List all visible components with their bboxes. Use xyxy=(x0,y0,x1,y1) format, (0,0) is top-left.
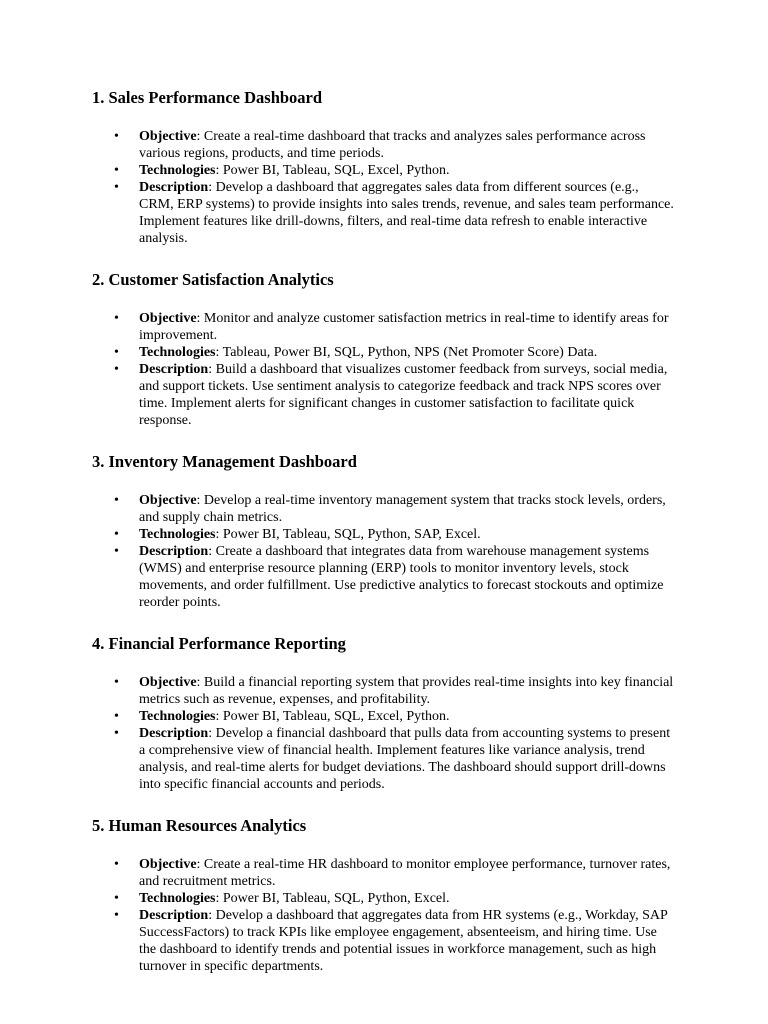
bullet-icon: • xyxy=(114,675,119,690)
section-inventory-management xyxy=(92,452,676,611)
item-text: : Develop a financial dashboard that pulls data from accounting systems to present a comprehensive view of financial health. Implement features like variance analysis, trend analysis, and real-time alerts for budget deviations. The dashboard should support drill-downs into specific financial accounts and periods. xyxy=(139,726,671,792)
item-label: Technologies xyxy=(139,345,216,360)
list-item xyxy=(92,907,676,975)
section-customer-satisfaction xyxy=(92,270,676,429)
item-text: : Monitor and analyze customer satisfaction metrics in real-time to identify areas for improvement. xyxy=(139,311,669,343)
bullet-icon: • xyxy=(114,163,119,178)
list-item xyxy=(92,526,676,543)
list-item xyxy=(92,361,676,429)
item-label: Technologies xyxy=(139,709,216,724)
item-label: Technologies xyxy=(139,891,216,906)
list-item xyxy=(92,162,676,179)
section-heading: 2. Customer Satisfaction Analytics xyxy=(92,270,334,289)
list-item xyxy=(92,890,676,907)
list-item xyxy=(92,128,676,162)
item-text: : Build a dashboard that visualizes customer feedback from surveys, social media, and support tickets. Use sentiment analysis to categorize feedback and track NPS scores over time. Implement alerts for significant changes in customer satisfaction to facilitate quick response. xyxy=(139,362,668,428)
section-heading: 4. Financial Performance Reporting xyxy=(92,634,346,653)
bullet-icon: • xyxy=(114,345,119,360)
list-item xyxy=(92,674,676,708)
bullet-icon: • xyxy=(114,726,119,741)
item-label: Objective xyxy=(139,675,197,690)
bullet-icon: • xyxy=(114,891,119,906)
bullet-list xyxy=(92,856,676,975)
bullet-icon: • xyxy=(114,129,119,144)
item-text: : Develop a real-time inventory management system that tracks stock levels, orders, and supply chain metrics. xyxy=(139,493,666,525)
item-label: Objective xyxy=(139,493,197,508)
item-label: Technologies xyxy=(139,163,216,178)
item-text: : Create a real-time HR dashboard to monitor employee performance, turnover rates, and recruitment metrics. xyxy=(139,857,671,889)
section-sales-performance xyxy=(92,88,676,247)
item-label: Description xyxy=(139,544,209,559)
bullet-icon: • xyxy=(114,544,119,559)
bullet-list xyxy=(92,674,676,793)
list-item xyxy=(92,725,676,793)
bullet-icon: • xyxy=(114,857,119,872)
bullet-icon: • xyxy=(114,709,119,724)
item-text: : Power BI, Tableau, SQL, Python, SAP, Excel. xyxy=(215,527,481,542)
bullet-icon: • xyxy=(114,908,119,923)
list-item xyxy=(92,310,676,344)
item-text: : Power BI, Tableau, SQL, Excel, Python. xyxy=(215,163,450,178)
item-label: Description xyxy=(139,362,209,377)
item-text: : Tableau, Power BI, SQL, Python, NPS (Net Promoter Score) Data. xyxy=(215,345,598,360)
item-text: : Power BI, Tableau, SQL, Python, Excel. xyxy=(215,891,450,906)
section-heading: 1. Sales Performance Dashboard xyxy=(92,88,323,107)
item-label: Objective xyxy=(139,857,197,872)
item-text: : Build a financial reporting system that provides real-time insights into key financial metrics such as revenue, expenses, and profitability. xyxy=(139,675,674,707)
item-label: Technologies xyxy=(139,527,216,542)
item-text: : Develop a dashboard that aggregates data from HR systems (e.g., Workday, SAP SuccessFactors) to track KPIs like employee engagement, absenteeism, and hiring time. Use the dashboard to identify trends and potential issues in workforce management, such as high turnover in specific departments. xyxy=(139,908,668,974)
list-item xyxy=(92,708,676,725)
bullet-icon: • xyxy=(114,180,119,195)
item-label: Objective xyxy=(139,129,197,144)
section-heading: 5. Human Resources Analytics xyxy=(92,816,307,835)
item-label: Description xyxy=(139,726,209,741)
item-label: Objective xyxy=(139,311,197,326)
item-text: : Create a dashboard that integrates data from warehouse management systems (WMS) and enterprise resource planning (ERP) tools to monitor inventory levels, stock movements, and order fulfillment. Use predictive analytics to forecast stockouts and optimize reorder points. xyxy=(139,544,664,610)
bullet-icon: • xyxy=(114,311,119,326)
section-financial-performance xyxy=(92,634,676,793)
bullet-icon: • xyxy=(114,362,119,377)
list-item xyxy=(92,344,676,361)
list-item xyxy=(92,543,676,611)
bullet-list xyxy=(92,128,676,247)
item-text: : Power BI, Tableau, SQL, Excel, Python. xyxy=(215,709,450,724)
section-heading: 3. Inventory Management Dashboard xyxy=(92,452,357,471)
section-human-resources xyxy=(92,816,676,975)
bullet-list xyxy=(92,310,676,429)
list-item xyxy=(92,492,676,526)
item-text: : Develop a dashboard that aggregates sales data from different sources (e.g., CRM, ERP systems) to provide insights into sales trends, revenue, and sales team performance. Implement features like drill-downs, filters, and real-time data refresh to enable interactive analysis. xyxy=(139,180,674,246)
bullet-list xyxy=(92,492,676,611)
bullet-icon: • xyxy=(114,493,119,508)
item-text: : Create a real-time dashboard that tracks and analyzes sales performance across various regions, products, and time periods. xyxy=(139,129,646,161)
bullet-icon: • xyxy=(114,527,119,542)
item-label: Description xyxy=(139,180,209,195)
item-label: Description xyxy=(139,908,209,923)
list-item xyxy=(92,179,676,247)
list-item xyxy=(92,856,676,890)
